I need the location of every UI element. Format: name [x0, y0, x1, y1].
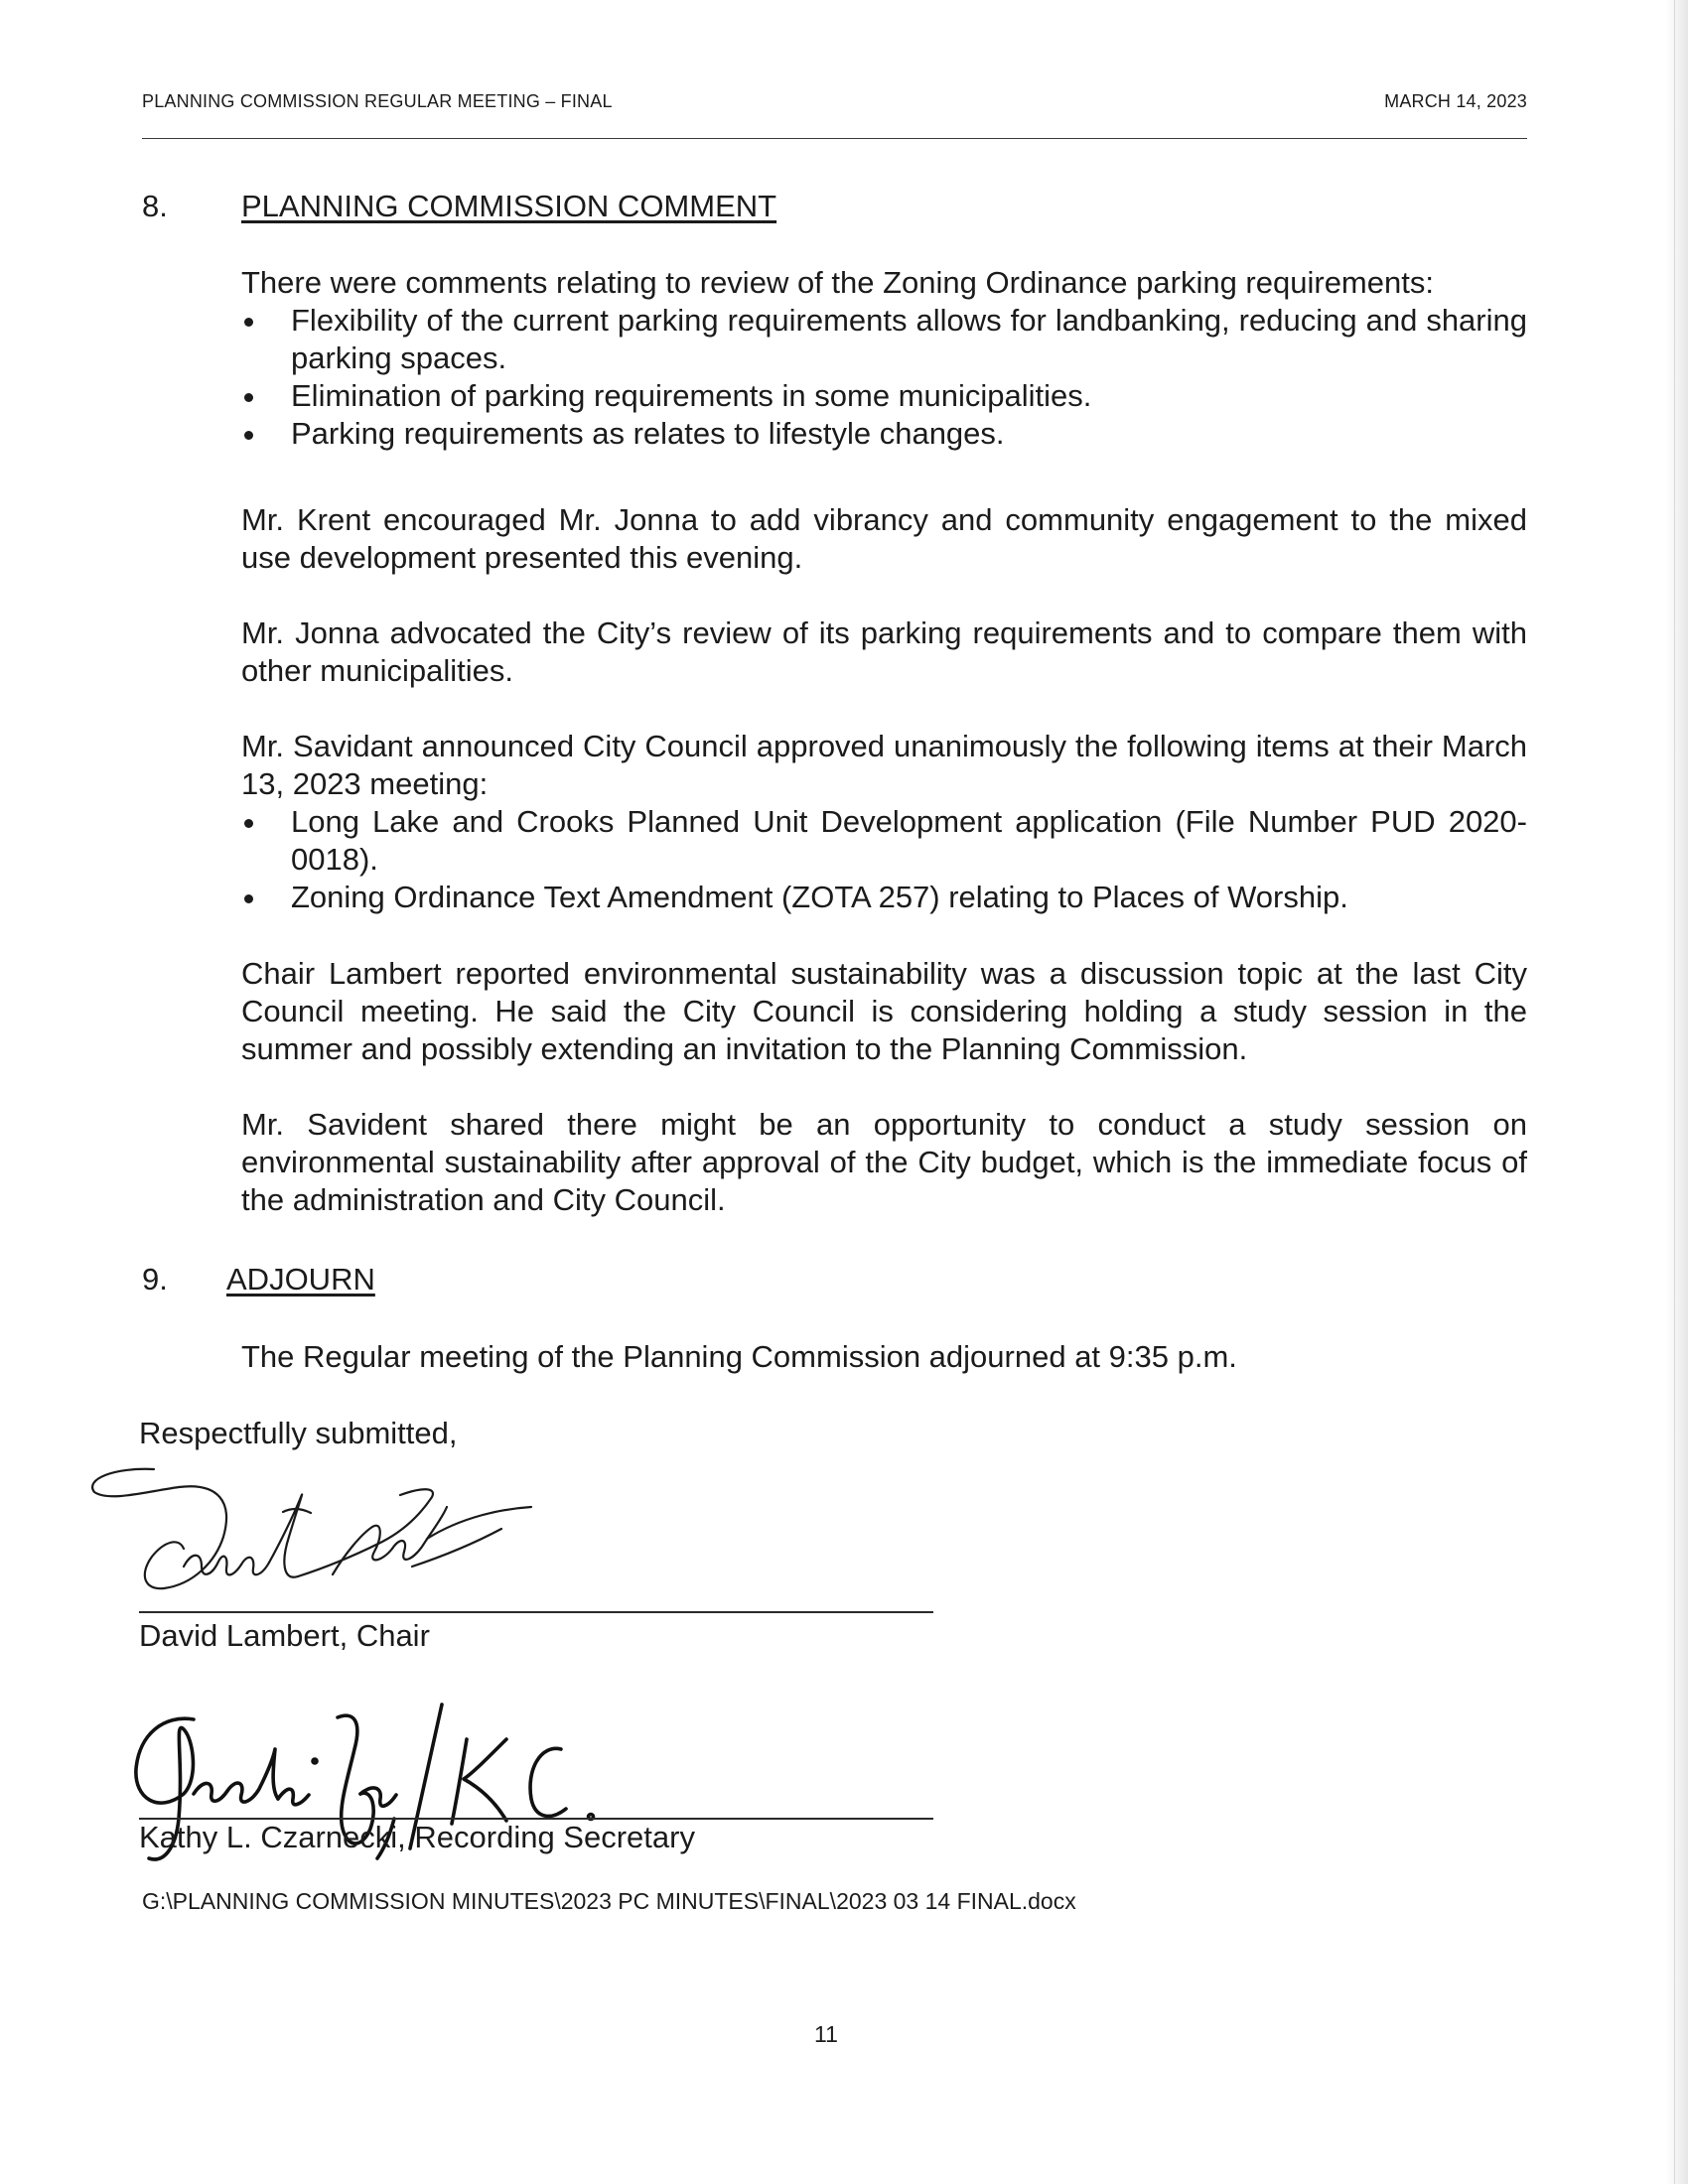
lambert-paragraph: Chair Lambert reported environmental sustainability was a discussion topic at the last City Council meeting. He said the City Council is considering holding a study session in the summer and possibly extending an invitation to the Planning Commission. [241, 956, 1527, 1066]
list-item: Flexibility of the current parking requirements allows for landbanking, reducing and sharing parking spaces. [241, 302, 1527, 377]
adjourn-paragraph-block [241, 1338, 1527, 1376]
section-9-number: 9. [142, 1262, 168, 1297]
header-rule [142, 138, 1527, 139]
list-item: Parking requirements as relates to lifestyle changes. [241, 415, 1527, 453]
parking-comments-list [241, 302, 1527, 453]
adjourn-paragraph: The Regular meeting of the Planning Commission adjourned at 9:35 p.m. [241, 1339, 1237, 1374]
savidant-paragraph: Mr. Savidant announced City Council approved unanimously the following items at their March 13, 2023 meeting: [241, 729, 1527, 801]
chair-signature-line [139, 1611, 933, 1613]
header-title: PLANNING COMMISSION REGULAR MEETING – FINAL [142, 91, 613, 111]
section-8-number: 8. [142, 189, 168, 223]
list-item: Elimination of parking requirements in some municipalities. [241, 377, 1527, 415]
savident-paragraph: Mr. Savident shared there might be an opportunity to conduct a study session on environmental sustainability after approval of the City budget, which is the immediate focus of the administration and City Council. [241, 1107, 1527, 1217]
section-9-title: ADJOURN [226, 1262, 375, 1297]
list-item: Zoning Ordinance Text Amendment (ZOTA 257) relating to Places of Worship. [241, 879, 1527, 916]
krent-paragraph: Mr. Krent encouraged Mr. Jonna to add vibrancy and community engagement to the mixed use development presented this evening. [241, 502, 1527, 575]
savidant-paragraph-block [241, 728, 1527, 916]
header-date: MARCH 14, 2023 [1384, 91, 1527, 111]
savident-paragraph-block [241, 1106, 1527, 1219]
closing-text: Respectfully submitted, [139, 1416, 458, 1450]
secretary-name: Kathy L. Czarnecki, Recording Secretary [139, 1820, 695, 1854]
scan-edge [1666, 0, 1688, 2184]
page-number: 11 [814, 2021, 838, 2047]
section-8-title: PLANNING COMMISSION COMMENT [241, 189, 777, 223]
lambert-paragraph-block [241, 955, 1527, 1068]
list-item: Long Lake and Crooks Planned Unit Development application (File Number PUD 2020-0018). [241, 803, 1527, 879]
chair-signature-image [84, 1457, 601, 1606]
jonna-paragraph: Mr. Jonna advocated the City’s review of its parking requirements and to compare them with other municipalities. [241, 615, 1527, 688]
file-path: G:\PLANNING COMMISSION MINUTES\2023 PC MINUTES\FINAL\2023 03 14 FINAL.docx [142, 1888, 1076, 1914]
parking-comments-intro: There were comments relating to review of the Zoning Ordinance parking requirements: [241, 265, 1434, 300]
jonna-paragraph-block [241, 614, 1527, 690]
parking-comments-block [241, 264, 1527, 453]
chair-name: David Lambert, Chair [139, 1618, 430, 1653]
council-items-list [241, 803, 1527, 916]
krent-paragraph-block [241, 501, 1527, 577]
